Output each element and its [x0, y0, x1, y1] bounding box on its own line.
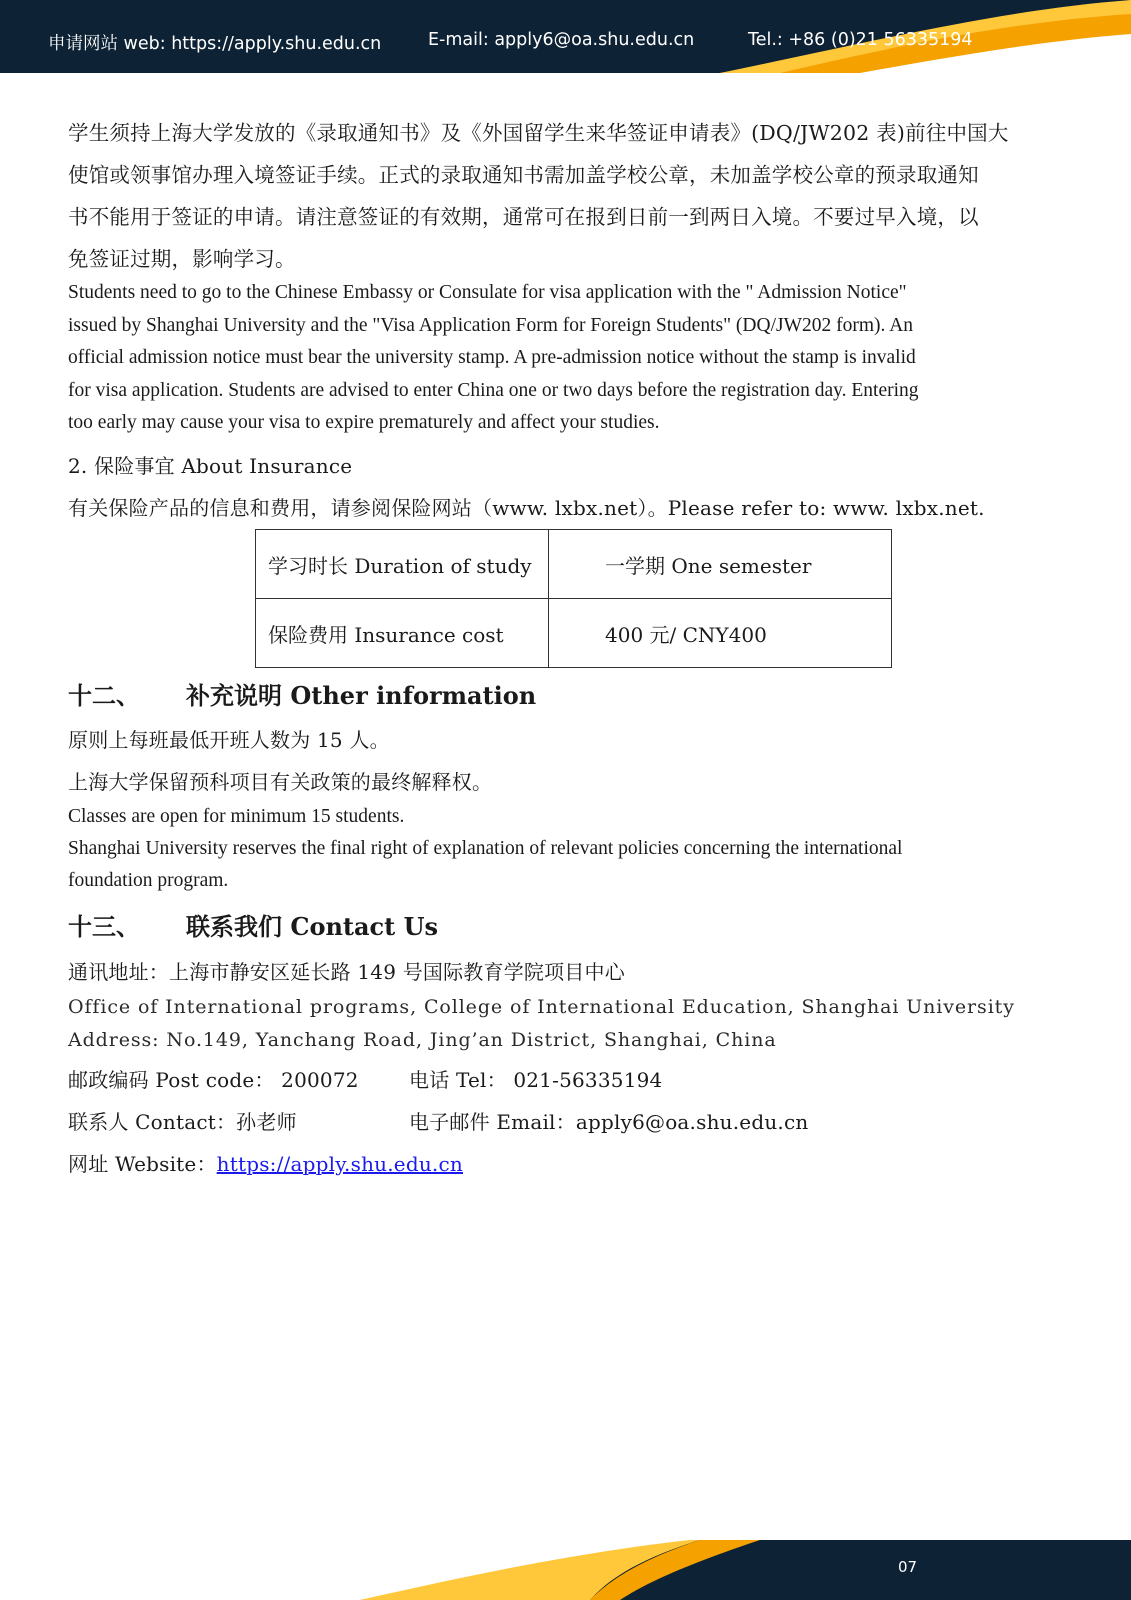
section-heading-other — [68, 676, 536, 711]
visa-zh-line: 使馆或领事馆办理入境签证手续。正式的录取通知书需加盖学校公章，未加盖学校公章的预录取通知 — [68, 163, 979, 187]
table-row — [256, 599, 892, 668]
header-website: 申请网站 web: https://apply.shu.edu.cn — [48, 34, 382, 54]
footer-swoosh-decoration — [0, 1540, 1131, 1600]
contact-website — [68, 1148, 463, 1177]
section-title: 补充说明 Other information — [186, 681, 537, 710]
contact-postcode: 邮政编码 Post code： 200072 — [68, 1068, 359, 1092]
contact-address-en: Address: No.149, Yanchang Road, Jing’an District, Shanghai, China — [68, 1029, 777, 1051]
page-header — [0, 0, 1131, 73]
insurance-heading: 2. 保险事宜 About Insurance — [68, 454, 353, 478]
visa-en-line: Students need to go to the Chinese Embassy or Consulate for visa application with the " Admission Notice" — [68, 282, 907, 303]
insurance-note: 有关保险产品的信息和费用，请参阅保险网站（www. lxbx.net）。Please refer to: www. lxbx.net. — [68, 496, 985, 520]
header-phone: Tel.: +86 (0)21 56335194 — [748, 30, 973, 50]
section-number: 十三、 — [68, 912, 140, 941]
contact-address-zh: 通讯地址：上海市静安区延长路 149 号国际教育学院项目中心 — [68, 960, 625, 984]
table-cell-label: 保险费用 Insurance cost — [256, 599, 549, 668]
other-line: 原则上每班最低开班人数为 15 人。 — [68, 728, 390, 752]
contact-phone: 电话 Tel： 021-56335194 — [409, 1068, 663, 1092]
visa-en-line: for visa application. Students are advised to enter China one or two days before the registration day. Entering — [68, 380, 919, 401]
website-link[interactable]: https://apply.shu.edu.cn — [216, 1152, 463, 1176]
visa-en-line: official admission notice must bear the university stamp. A pre-admission notice without the stamp is invalid — [68, 347, 916, 368]
other-line: foundation program. — [68, 870, 229, 891]
website-label: 网址 Website： — [68, 1152, 217, 1176]
visa-zh-line: 免签证过期，影响学习。 — [68, 247, 296, 271]
section-heading-contact — [68, 907, 438, 942]
page-footer — [0, 1540, 1131, 1600]
other-line: 上海大学保留预科项目有关政策的最终解释权。 — [68, 770, 493, 794]
header-email: E-mail: apply6@oa.shu.edu.cn — [428, 30, 695, 50]
contact-office-en: Office of International programs, College of International Education, Shanghai University — [68, 996, 1015, 1018]
visa-en-line: issued by Shanghai University and the "Visa Application Form for Foreign Students" (DQ/JW202 form). An — [68, 315, 914, 336]
visa-zh-line: 学生须持上海大学发放的《录取通知书》及《外国留学生来华签证申请表》(DQ/JW202 表)前往中国大 — [68, 121, 1009, 145]
table-cell-value: 一学期 One semester — [549, 530, 892, 599]
section-title: 联系我们 Contact Us — [186, 912, 439, 941]
table-row — [256, 530, 892, 599]
visa-en-line: too early may cause your visa to expire prematurely and affect your studies. — [68, 412, 660, 433]
section-number: 十二、 — [68, 681, 140, 710]
other-line: Shanghai University reserves the final right of explanation of relevant policies concerning the international — [68, 838, 903, 859]
insurance-table — [255, 529, 892, 668]
table-cell-label: 学习时长 Duration of study — [256, 530, 549, 599]
contact-person: 联系人 Contact：孙老师 — [68, 1110, 297, 1134]
page-number: 07 — [898, 1558, 918, 1576]
contact-email: 电子邮件 Email：apply6@oa.shu.edu.cn — [409, 1110, 809, 1134]
table-cell-value: 400 元/ CNY400 — [549, 599, 892, 668]
other-line: Classes are open for minimum 15 students. — [68, 806, 405, 827]
visa-zh-line: 书不能用于签证的申请。请注意签证的有效期，通常可在报到日前一到两日入境。不要过早入境，以 — [68, 205, 979, 229]
